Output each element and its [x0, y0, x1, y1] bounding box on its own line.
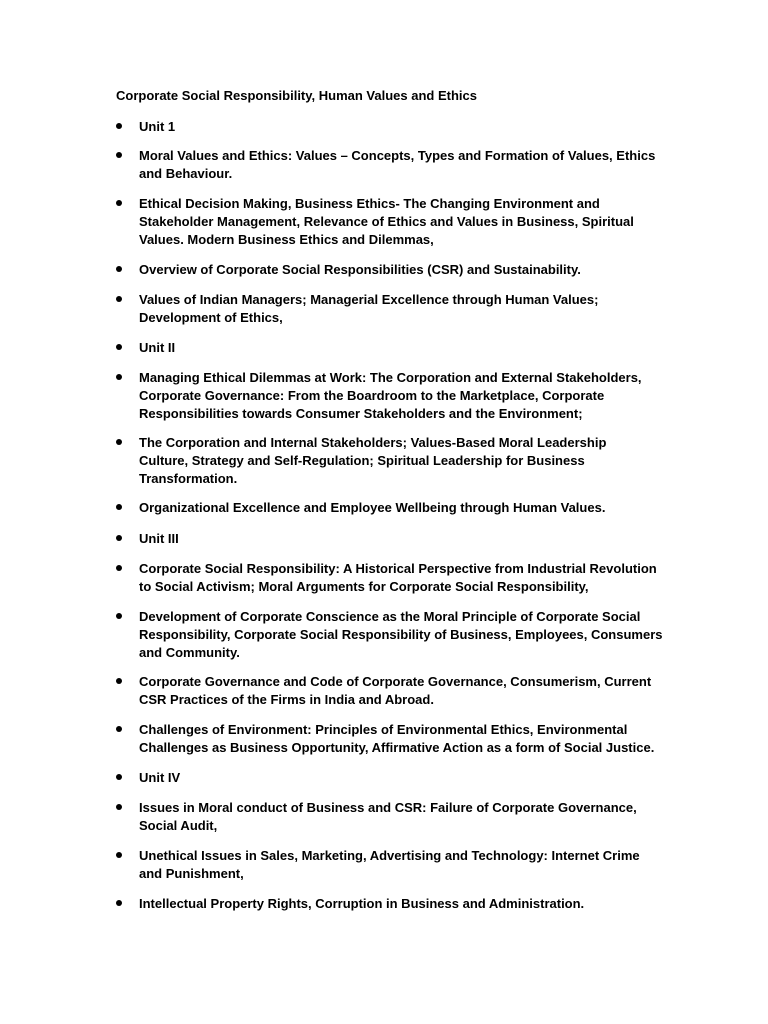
list-item-text: Unit III — [139, 531, 179, 546]
bullet-icon — [116, 613, 122, 619]
list-item-text: Development of Corporate Conscience as the Moral Principle of Corporate Social Responsibility, Corporate Social Responsibility of Business, Employees, Consumers and Community. — [139, 609, 663, 660]
list-item-text: Intellectual Property Rights, Corruption in Business and Administration. — [139, 896, 585, 911]
list-item-text: Ethical Decision Making, Business Ethics- The Changing Environment and Stakeholder Management, Relevance of Ethics and Values in Business, Spiritual Values. Modern Business Ethics and Dilemmas, — [139, 196, 634, 247]
bullet-icon — [116, 678, 122, 684]
list-item-text: Organizational Excellence and Employee Wellbeing through Human Values. — [139, 500, 606, 515]
bullet-icon — [116, 852, 122, 858]
bullet-icon — [116, 900, 122, 906]
list-item-text: Moral Values and Ethics: Values – Concepts, Types and Formation of Values, Ethics and Behaviour. — [139, 148, 656, 181]
bullet-icon — [116, 726, 122, 732]
list-item-text: Unit IV — [139, 770, 181, 785]
list-item-text: Unethical Issues in Sales, Marketing, Advertising and Technology: Internet Crime and Punishment, — [139, 848, 640, 881]
bullet-icon — [116, 504, 122, 510]
list-item-text: Corporate Governance and Code of Corporate Governance, Consumerism, Current CSR Practices of the Firms in India and Abroad. — [139, 674, 652, 707]
list-item-text: Corporate Social Responsibility: A Historical Perspective from Industrial Revolution to Social Activism; Moral Arguments for Corporate Social Responsibility, — [139, 561, 657, 594]
bullet-icon — [116, 123, 122, 129]
bullet-icon — [116, 565, 122, 571]
bullet-icon — [116, 152, 122, 158]
list-item-text: Overview of Corporate Social Responsibilities (CSR) and Sustainability. — [139, 262, 581, 277]
bullet-icon — [116, 774, 122, 780]
list-item-text: Challenges of Environment: Principles of Environmental Ethics, Environmental Challenges as Business Opportunity, Affirmative Action as a form of Social Justice. — [139, 722, 655, 755]
list-item-text: Unit 1 — [139, 119, 176, 134]
list-item-text: Issues in Moral conduct of Business and CSR: Failure of Corporate Governance, Social Audit, — [139, 800, 637, 833]
bullet-icon — [116, 200, 122, 206]
list-item-text: Values of Indian Managers; Managerial Excellence through Human Values; Development of Ethics, — [139, 292, 599, 325]
list-item-text: The Corporation and Internal Stakeholders; Values-Based Moral Leadership Culture, Strategy and Self-Regulation; Spiritual Leadership for Business Transformation. — [139, 435, 607, 486]
bullet-icon — [116, 804, 122, 810]
list-item-text: Unit II — [139, 340, 176, 355]
bullet-icon — [116, 296, 122, 302]
list-item-text: Managing Ethical Dilemmas at Work: The Corporation and External Stakeholders, Corporate Governance: From the Boardroom to the Marketplace, Corporate Responsibilities towards Consumer Stakeholders and the Environment; — [139, 370, 642, 421]
bullet-icon — [116, 344, 122, 350]
document-title: Corporate Social Responsibility, Human Values and Ethics — [116, 88, 477, 103]
bullet-icon — [116, 535, 122, 541]
bullet-icon — [116, 266, 122, 272]
bullet-icon — [116, 439, 122, 445]
bullet-icon — [116, 374, 122, 380]
